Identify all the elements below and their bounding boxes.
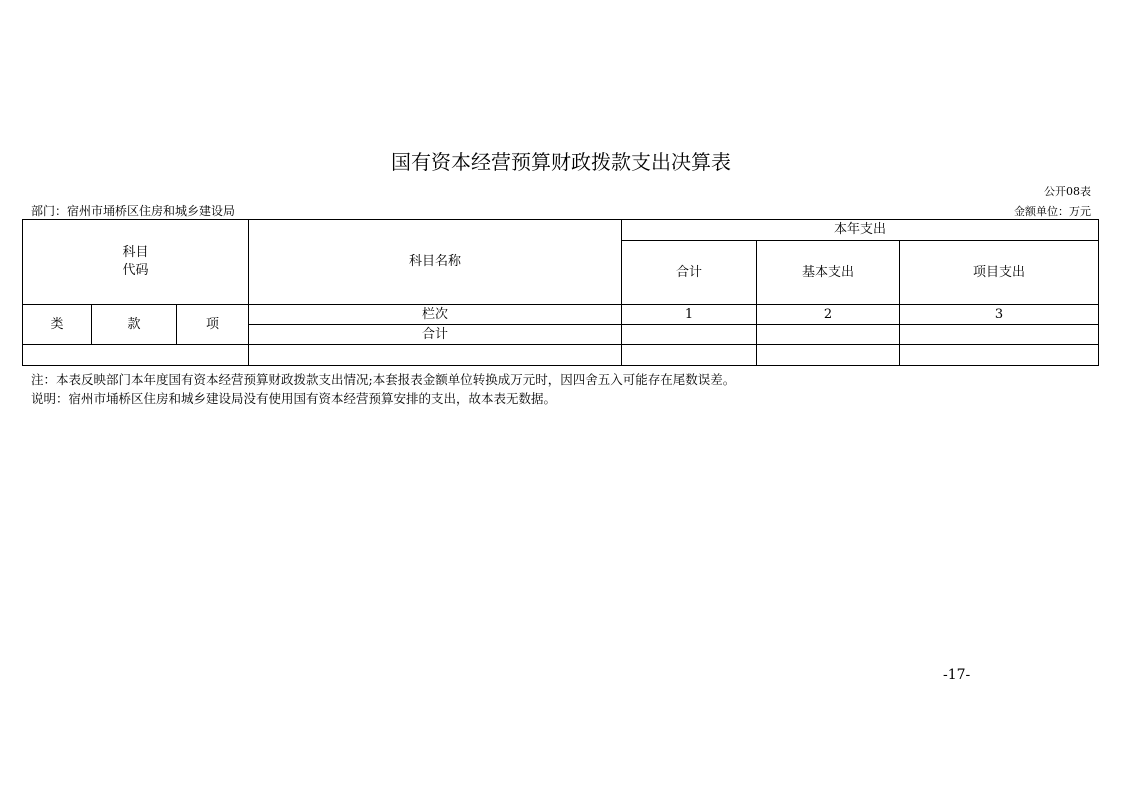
section-header: 款 — [92, 305, 177, 345]
class-header: 类 — [23, 305, 92, 345]
column-order-label: 栏次 — [249, 305, 622, 325]
table-note: 注：本表反映部门本年度国有资本经营预算财政拨款支出情况;本套报表金额单位转换成万元时，因四舍五入可能存在尾数误差。 — [31, 372, 736, 387]
total-row-total-cell — [622, 325, 757, 345]
basic-expense-header: 基本支出 — [757, 241, 900, 305]
subject-name-header: 科目名称 — [249, 220, 622, 305]
total-row-label: 合计 — [249, 325, 622, 345]
total-row-basic-cell — [757, 325, 900, 345]
document-title: 国有资本经营预算财政拨款支出决算表 — [391, 150, 731, 174]
empty-total-cell — [622, 345, 757, 366]
subject-code-header-line-1: 科目 — [122, 245, 149, 260]
empty-basic-cell — [757, 345, 900, 366]
empty-code-cell — [23, 345, 249, 366]
total-row-project-cell — [900, 325, 1099, 345]
empty-data-row — [23, 345, 1099, 366]
budget-table — [22, 219, 1099, 366]
empty-project-cell — [900, 345, 1099, 366]
subject-code-header-line-2: 代码 — [122, 263, 149, 278]
column-number-1: 1 — [622, 305, 757, 325]
project-expense-header: 项目支出 — [900, 241, 1099, 305]
subject-code-header — [23, 220, 249, 305]
page-number: -17- — [943, 667, 971, 683]
total-header: 合计 — [622, 241, 757, 305]
form-code: 公开08表 — [1044, 185, 1091, 198]
table-explanation: 说明：宿州市埇桥区住房和城乡建设局没有使用国有资本经营预算安排的支出，故本表无数据。 — [31, 391, 557, 406]
current-year-expense-header: 本年支出 — [622, 220, 1099, 241]
column-number-2: 2 — [757, 305, 900, 325]
empty-name-cell — [249, 345, 622, 366]
amount-unit-label: 金额单位：万元 — [1014, 205, 1091, 218]
item-header: 项 — [177, 305, 249, 345]
department-label: 部门：宿州市埇桥区住房和城乡建设局 — [31, 204, 236, 218]
column-number-3: 3 — [900, 305, 1099, 325]
